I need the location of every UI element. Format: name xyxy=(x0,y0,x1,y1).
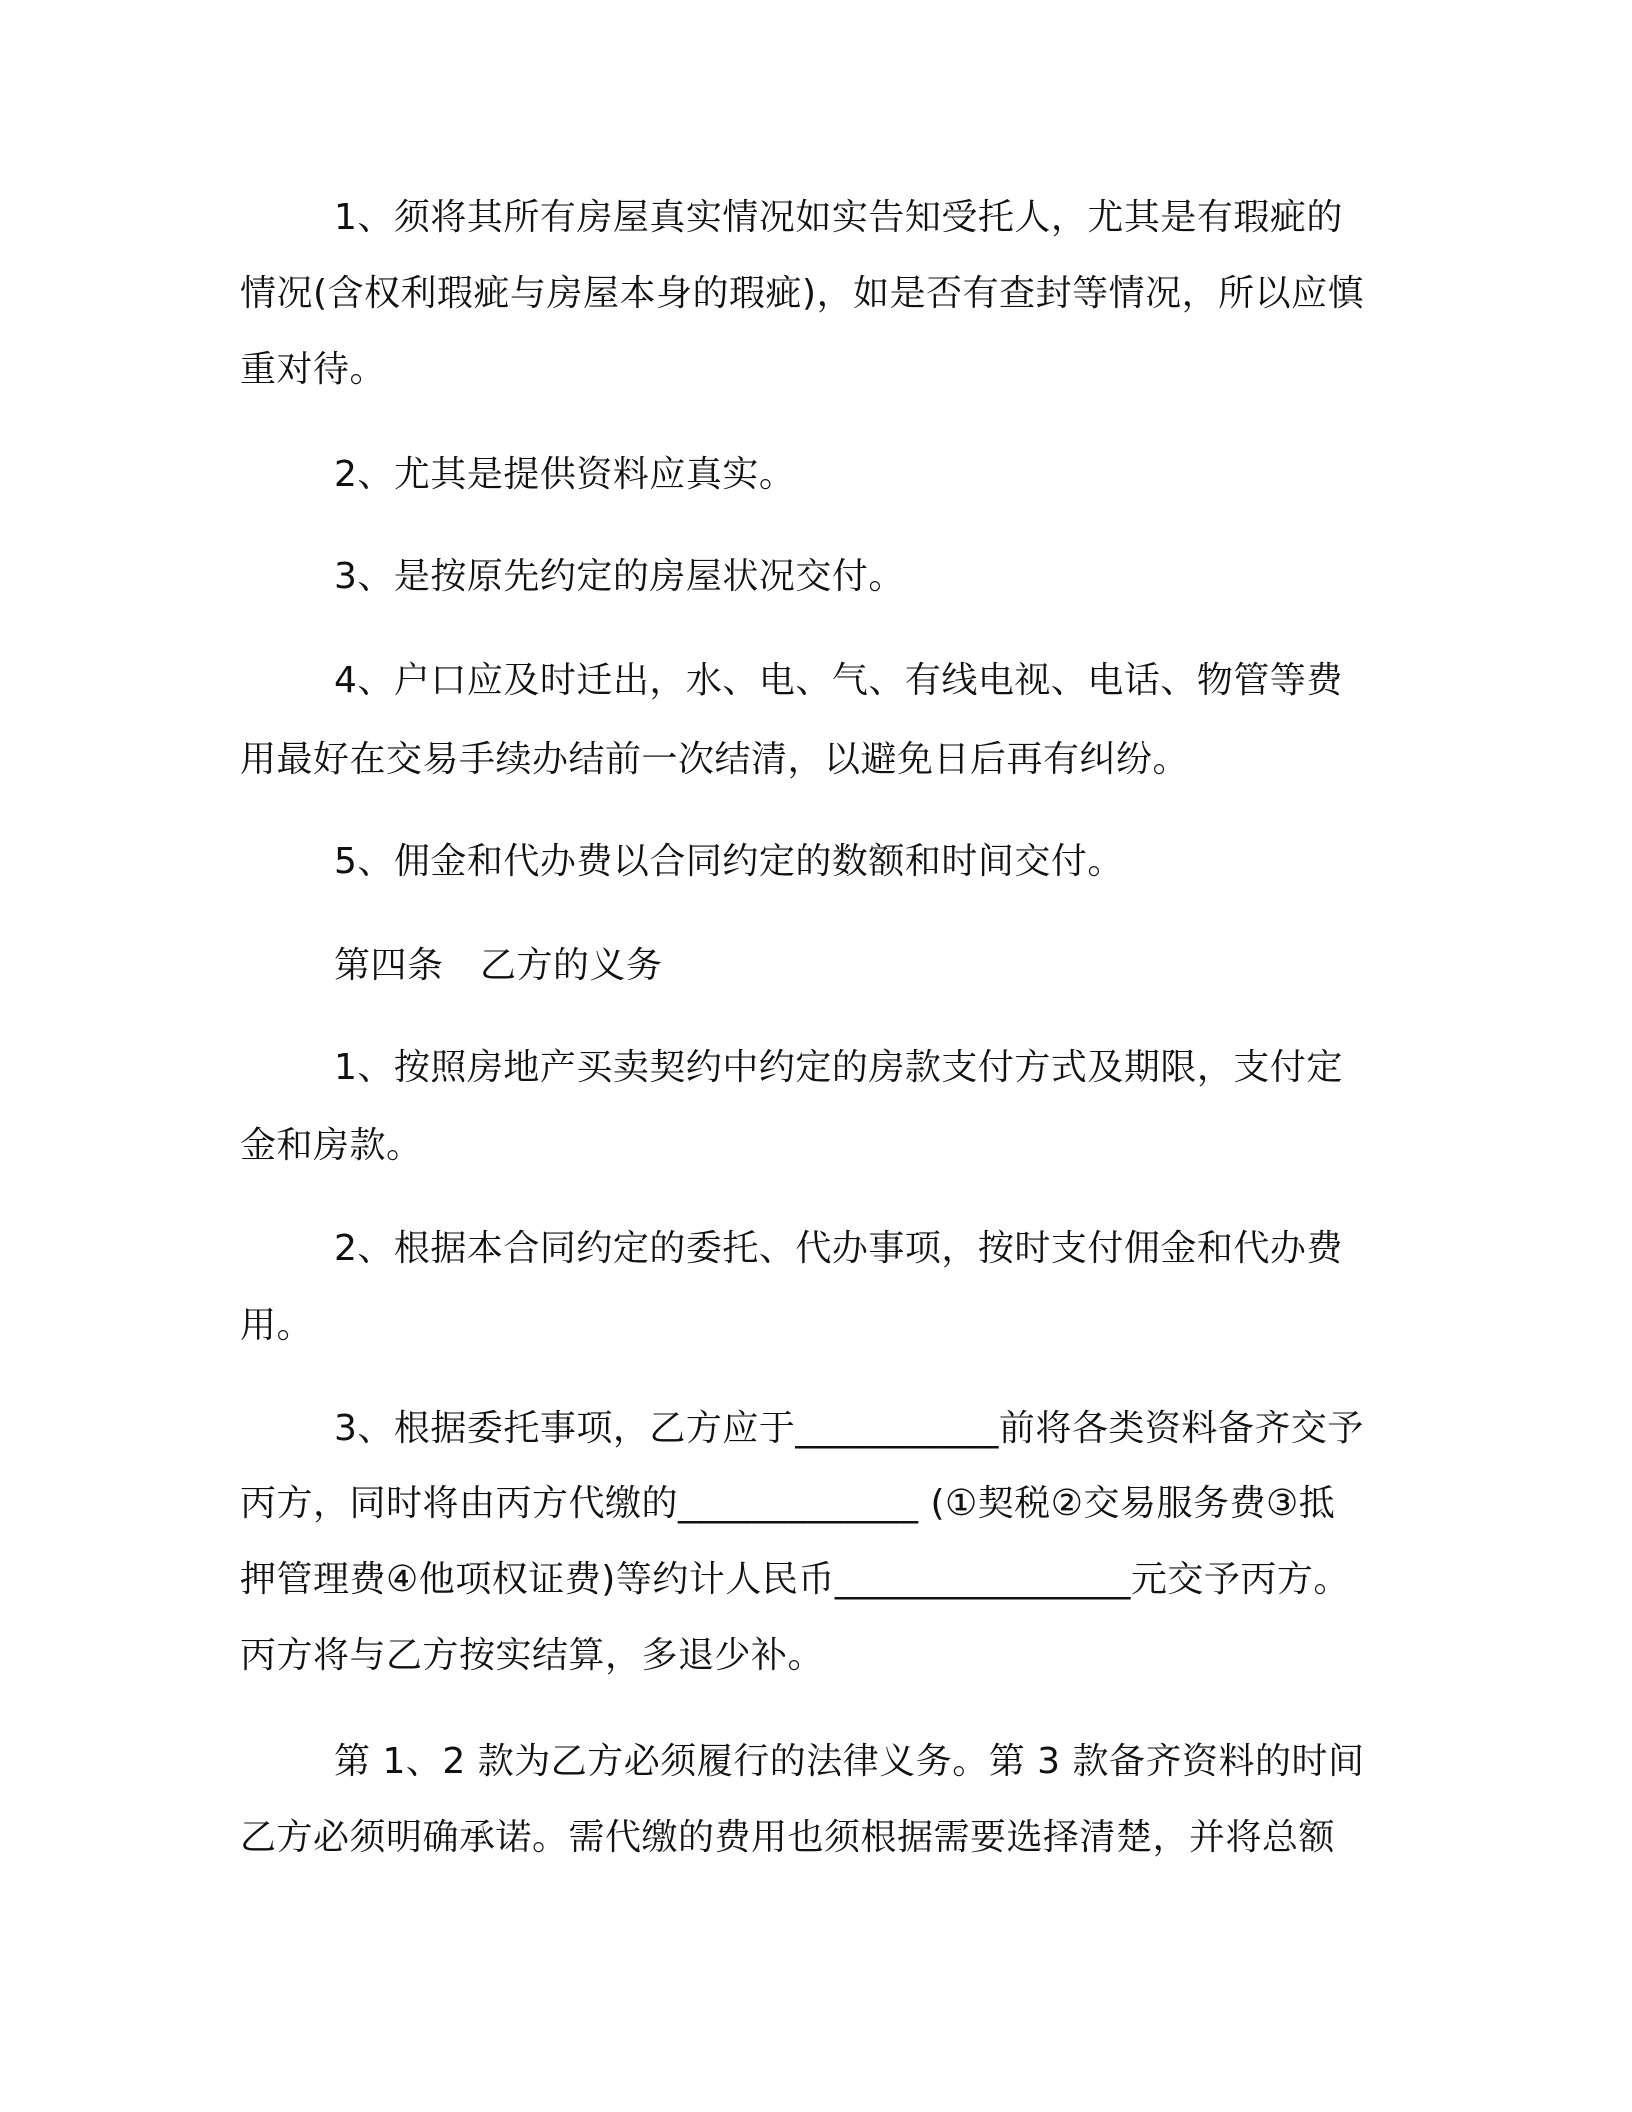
p8-line-4: 丙方将与乙方按实结算，多退少补。 xyxy=(240,1635,825,1676)
p2-line-1: 2、尤其是提供资料应真实。 xyxy=(334,454,796,495)
p7-line-1: 2、根据本合同约定的委托、代办事项，按时支付佣金和代办费 xyxy=(334,1228,1343,1269)
p1-line-2: 情况(含权利瑕疵与房屋本身的瑕疵)，如是否有查封等情况，所以应慎 xyxy=(240,273,1365,314)
section-heading: 第四条 乙方的义务 xyxy=(334,945,663,986)
p9-line-2: 乙方必须明确承诺。需代缴的费用也须根据需要选择清楚，并将总额 xyxy=(240,1817,1336,1858)
p4-line-2: 用最好在交易手续办结前一次结清，以避免日后再有纠纷。 xyxy=(240,739,1190,780)
p4-line-1: 4、户口应及时迁出，水、电、气、有线电视、电话、物管等费 xyxy=(334,660,1343,701)
p8-line-2: 丙方，同时将由丙方代缴的_____________ (①契税②交易服务费③抵 xyxy=(240,1483,1336,1524)
p8-line-1: 3、根据委托事项，乙方应于___________前将各类资料备齐交予 xyxy=(334,1408,1364,1449)
p1-line-1: 1、须将其所有房屋真实情况如实告知受托人，尤其是有瑕疵的 xyxy=(334,197,1343,238)
p6-line-2: 金和房款。 xyxy=(240,1125,423,1166)
p5-line-1: 5、佣金和代办费以合同约定的数额和时间交付。 xyxy=(334,841,1124,882)
p9-line-1: 第 1、2 款为乙方必须履行的法律义务。第 3 款备齐资料的时间 xyxy=(334,1741,1365,1782)
p6-line-1: 1、按照房地产买卖契约中约定的房款支付方式及期限，支付定 xyxy=(334,1047,1343,1088)
p3-line-1: 3、是按原先约定的房屋状况交付。 xyxy=(334,556,905,597)
p8-line-3: 押管理费④他项权证费)等约计人民币________________元交予丙方。 xyxy=(240,1559,1350,1600)
p7-line-2: 用。 xyxy=(240,1305,314,1346)
p1-line-3: 重对待。 xyxy=(240,349,387,390)
